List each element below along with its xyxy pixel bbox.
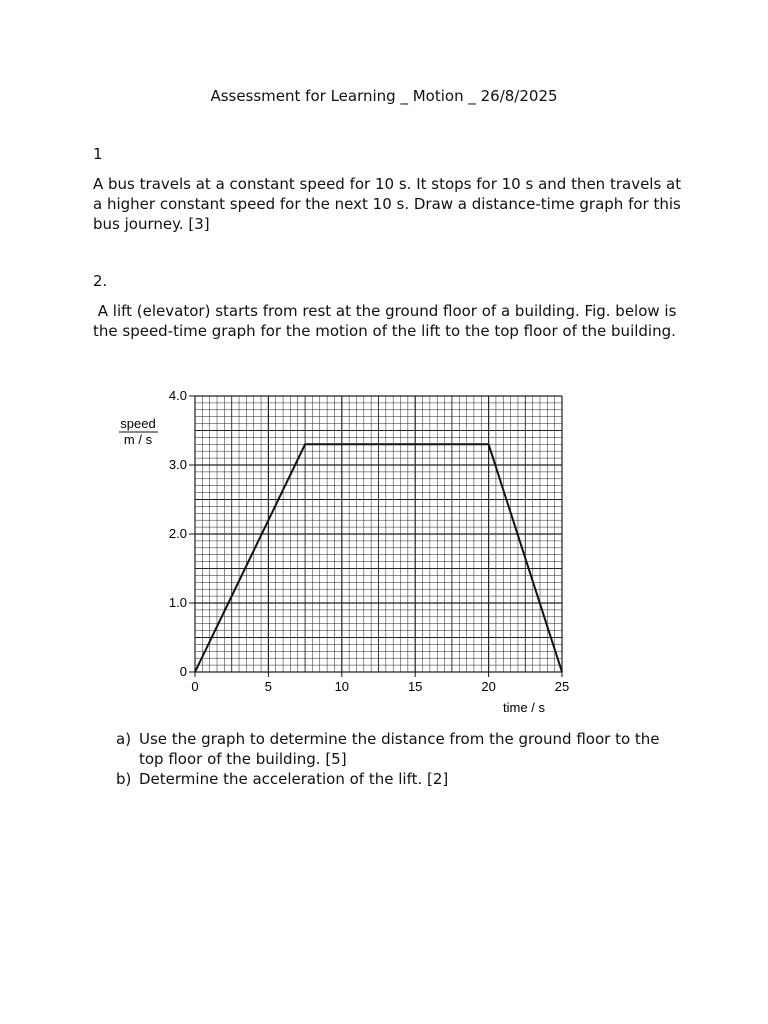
speed-time-graph <box>112 384 582 724</box>
x-tick-label: 25 <box>554 679 570 694</box>
part-marker: a) <box>116 730 132 748</box>
y-axis-label-bottom: m / s <box>123 432 153 447</box>
x-tick-label: 20 <box>481 679 496 694</box>
question-2-text: A lift (elevator) starts from rest at the ground floor of a building. Fig. below is the speed-time graph for the motion of the lift to the top floor of the building. <box>93 302 682 340</box>
question-1-number: 1 <box>93 145 103 163</box>
x-tick-label: 0 <box>191 679 199 694</box>
y-tick-label: 1.0 <box>168 595 187 610</box>
y-tick-label: 2.0 <box>168 526 187 541</box>
y-axis-label-top: speed <box>120 416 156 431</box>
question-2-part-b <box>116 769 676 789</box>
y-tick-label: 0 <box>179 664 187 679</box>
part-text: Determine the acceleration of the lift. [2] <box>139 770 449 788</box>
question-2-parts <box>116 729 676 789</box>
part-text: Use the graph to determine the distance from the ground floor to the top floor of the building. [5] <box>139 730 660 768</box>
document-title: Assessment for Learning _ Motion _ 26/8/2025 <box>210 87 558 105</box>
x-tick-label: 15 <box>407 679 423 694</box>
graph-grid <box>195 396 562 672</box>
x-axis-label: time / s <box>503 700 545 715</box>
y-tick-label: 4.0 <box>168 388 187 403</box>
x-tick-label: 5 <box>264 679 273 694</box>
y-tick-label: 3.0 <box>168 457 187 472</box>
x-tick-label: 10 <box>334 679 350 694</box>
question-2-part-a <box>116 729 676 769</box>
question-1-text: A bus travels at a constant speed for 10 s. It stops for 10 s and then travels at a higher constant speed for the next 10 s. Draw a distance-time graph for this bus journey. [3] <box>93 175 682 233</box>
question-2-number: 2. <box>93 272 108 290</box>
part-marker: b) <box>116 770 132 788</box>
